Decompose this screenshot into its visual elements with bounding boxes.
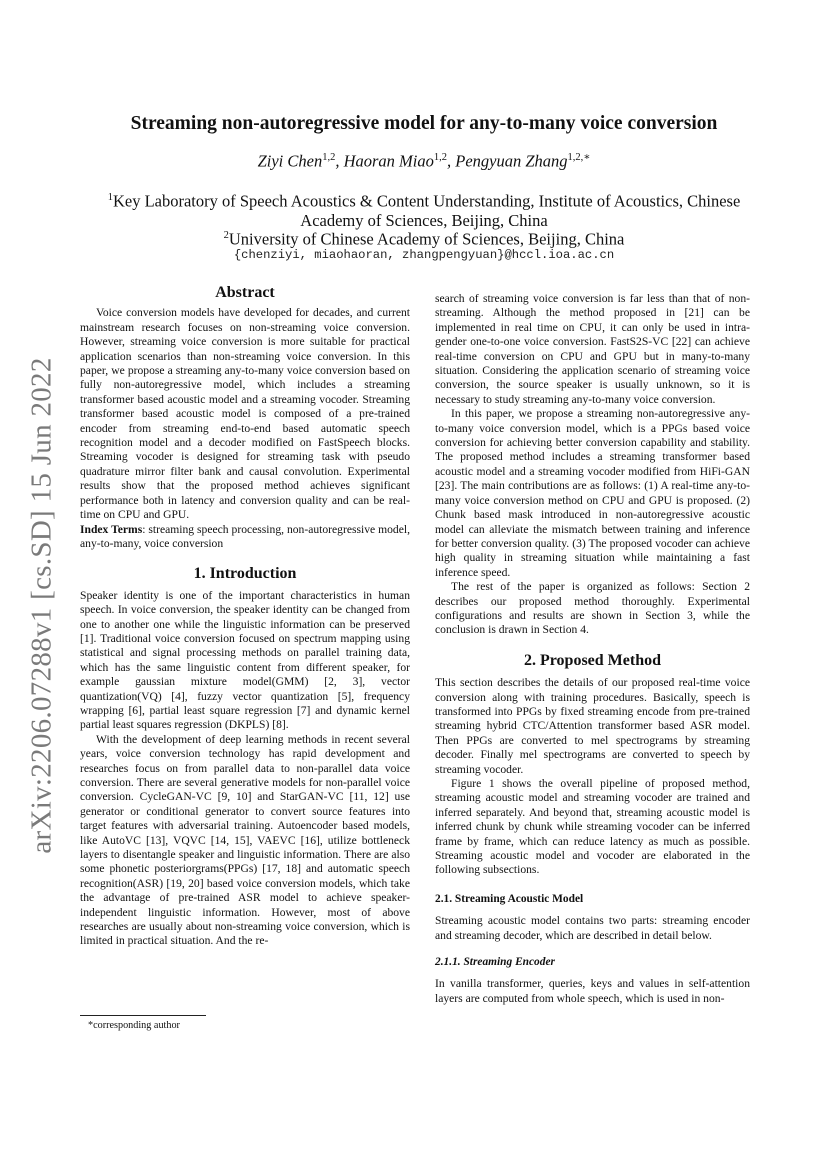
affiliation-mark: 1	[107, 192, 113, 203]
intro-paragraph-2: With the development of deep learning methods in recent several years, voice conversion technology has rapid development and researches focus on from parallel data to non-parallel data voice conversion. There are several generative models for non-parallel voice conversion. CycleGAN-VC [9, 10] and StarGAN-VC [11, 12] use generator or conditional generator to convert source features into target features with adversarial training. Autoencoder based models, like AutoVC [13], VQVC [14, 15], VAEVC [16], utilize bottleneck layers to disentangle speaker and linguistic information. There are also some phonetic posteriorgrams(PPGs) [17, 18] and automatic speech recognition(ASR) [19, 20] based voice conversion models, which take the advantage of pre-trained ASR model to achieve speaker-independent linguistic information. However, most of above researches are usually about non-streaming voice conversion, which is limited in practical situation. And the re-	[80, 732, 410, 948]
subsection-2-1-1-text: In vanilla transformer, queries, keys and values in self-attention layers are computed from whole speech, which is used in non-	[435, 977, 750, 1005]
arxiv-id: arXiv:2206.07288v1 [cs.SD] 15 Jun 2022	[25, 356, 58, 854]
method-paragraph-1: This section describes the details of our proposed real-time voice conversion along with training procedures. Basically, speech is transformed into PPGs by fixed streaming encode from pre-trained streaming hybrid CTC/Attention transformer based ASR model. Then PPGs are converted to mel spectrograms by streaming decoder. Finally mel spectrograms are converted to speech by streaming vocoder.	[435, 676, 750, 776]
author-name: Ziyi Chen	[257, 151, 323, 171]
author-name: Pengyuan Zhang	[455, 151, 568, 171]
author-affil-mark: 1,2	[433, 152, 447, 163]
author-list: Ziyi Chen$^{1,2}$, Haoran Miao$^{1,2}$, Pengyuan Zhang$^{1,2,∗}$	[257, 151, 591, 171]
right-column	[435, 292, 750, 1006]
abstract-text: Voice conversion models have developed for decades, and current mainstream research focuses on non-streaming voice conversion. However, streaming voice conversion is more suitable for practical application scenarios than non-streaming voice conversion. In this paper, we propose a streaming any-to-many voice conversion based on fully non-autoregressive model, which includes a streaming transformer based acoustic model and a streaming vocoder. Streaming transformer based acoustic model is composed of a pre-trained encoder from streaming end-to-end based automatic speech recognition model and a decoder modified on FastSpeech blocks. Streaming vocoder is designed for streaming task with pseudo quadrature mirror filter bank and causal convolution. Experimental results show that the proposed method achieves significant performance both in latency and conversion quality and can be real-time on CPU and GPU.	[80, 306, 410, 522]
intro-paragraph-3: search of streaming voice conversion is far less than that of non-streaming. Although the method proposed in [21] can be implemented in real time on CPU, it can only be used in intra-gender one-to-one voice conversion. FastS2S-VC [22] can achieve real-time conversion on CPU and GPU but in many-to-many situation. Considering the application scenario of streaming voice conversion, the source speaker is usually unknown, so it is necessary to study streaming any-to-many voice conversion.	[435, 292, 750, 406]
index-terms-text: : streaming speech processing, non-autoregressive model, any-to-many, voice conversion	[80, 522, 410, 550]
subsection-2-1-heading: 2.1. Streaming Acoustic Model	[435, 892, 584, 905]
author-emails: {chenziyi, miaohaoran, zhangpengyuan}@hccl.ioa.ac.cn	[233, 248, 615, 262]
author-affil-mark: 1,2	[322, 152, 336, 163]
method-heading: 2. Proposed Method	[523, 651, 662, 669]
introduction-heading: 1. Introduction	[193, 565, 297, 583]
affiliation-mark: 2	[223, 230, 229, 241]
arxiv-watermark	[14, 356, 70, 854]
affiliation-text: Key Laboratory of Speech Acoustics & Content Understanding, Institute of Acoustics, Chinese Academy of Sciences, Beijing, China	[112, 191, 741, 230]
affiliation-text: University of Chinese Academy of Sciences, Beijing, China	[228, 229, 625, 249]
intro-paragraph-5: The rest of the paper is organized as follows: Section 2 describes our proposed method thoroughly. Experimental configurations and results are shown in Section 3, while the conclusion is drawn in Section 4.	[435, 580, 750, 637]
subsection-2-1-text: Streaming acoustic model contains two parts: streaming encoder and streaming decoder, which are described in detail below.	[435, 914, 750, 942]
paper-title: Streaming non-autoregressive model for any-to-many voice conversion	[130, 113, 718, 134]
affiliation-1	[80, 188, 768, 230]
intro-paragraph-4: In this paper, we propose a streaming non-autoregressive any-to-many voice conversion model, which is a PPGs based voice conversion for achieving better conversion capability and stability. The proposed method includes a streaming transformer based acoustic model and a streaming vocoder modified from HiFi-GAN [23]. The main contributions are as follows: (1) A real-time any-to-many voice conversion method on CPU and GPU is proposed. (2) Chunk based mask introduced in non-autoregressive acoustic model can alleviate the mismatch between training and inference for better conversion quality. (3) The proposed vocoder can achieve high quality in streaming situation while maintaining a fast inference speed.	[435, 407, 750, 579]
index-terms-label: Index Terms	[80, 522, 143, 536]
author-name: Haoran Miao	[343, 151, 434, 171]
footnote: *corresponding author	[88, 1020, 180, 1031]
left-column	[80, 286, 410, 949]
method-paragraph-2: Figure 1 shows the overall pipeline of proposed method, streaming acoustic model and streaming vocoder are trained and inferred separately. And beyond that, streaming acoustic model is inferred chunk by chunk while streaming vocoder can be inferred frame by frame, which can reduce latency as much as possible. Streaming acoustic model and vocoder are elaborated in the following subsections.	[435, 777, 750, 877]
abstract-body	[80, 306, 410, 522]
author-affil-mark: 1,2,∗	[567, 152, 591, 163]
abstract-heading: Abstract	[215, 284, 275, 301]
intro-paragraph-1: Speaker identity is one of the important characteristics in human speech. In voice conversion, the speaker identity can be changed from one to another one while the linguistic information can be preserved [1]. Traditional voice conversion focused on spectrum mapping using statistical and signal processing methods on parallel training data, which has the same linguistic content from different speaker, for example gaussian mixture model(GMM) [2, 3], vector quantization(VQ) [4], fuzzy vector quantization [5], frequency wrapping [6], partial least square regression [7] and dynamic kernel partial least squares regression (DKPLS) [8].	[80, 588, 410, 732]
index-terms	[80, 523, 410, 552]
subsection-2-1-1-heading: 2.1.1. Streaming Encoder	[435, 956, 555, 969]
affiliation-2	[80, 226, 768, 249]
footnote-rule	[80, 1015, 206, 1016]
